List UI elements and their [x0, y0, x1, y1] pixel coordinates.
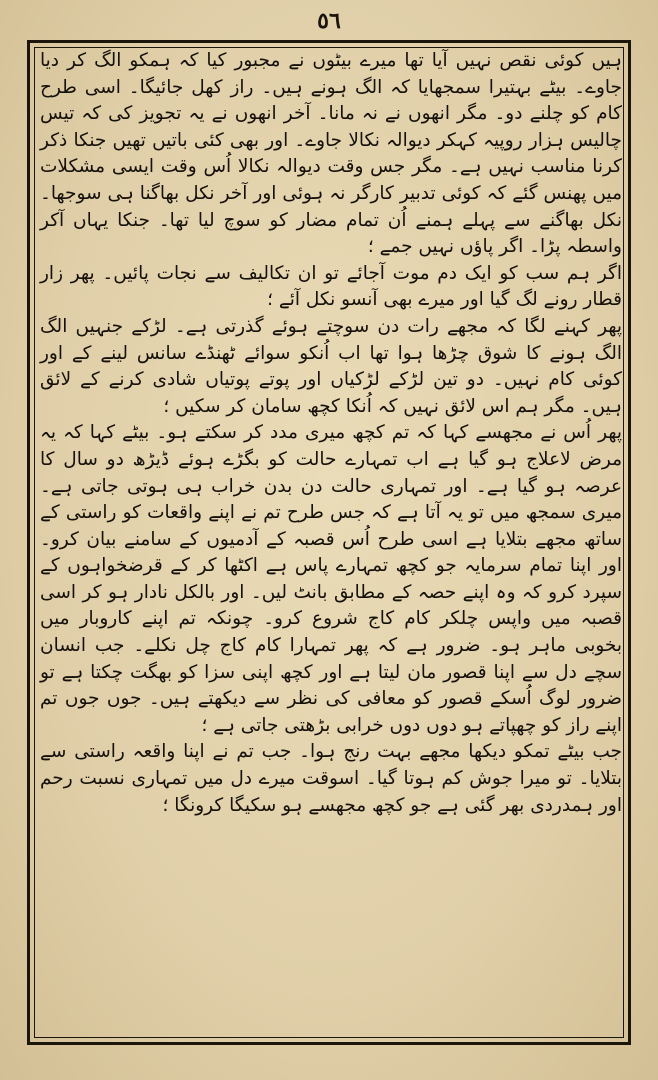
urdu-body-text	[40, 48, 622, 819]
paragraph-1: ہیں کوئی نقص نہیں آیا تھا میرے بیٹوں نے مجبور کیا کہ ہمکو الگ کر دیا جاوے۔ بیٹے بہتیرا سمجھایا کہ الگ ہونے ہیں۔ راز کھل جائیگا۔ اسی طرح کام کو چلنے دو۔ مگر انھوں نے نہ مانا۔ آخر انھوں نے یہ تجویز کی کہ تیس چالیس ہزار روپیہ کہکر دیوالہ نکالا جاوے۔ اور بھی کئی باتیں تھیں جنکا ذکر کرنا مناسب نہیں ہے۔ مگر جس وقت دیوالہ نکالا اُس وقت ایسی مشکلات میں پھنس گئے کہ کوئی تدبیر کارگر نہ ہوئی اور آخر نکل بھاگنا ہی سوجھا۔ نکل بھاگنے سے پہلے ہمنے اُن تمام مضار کو سوچ لیا تھا۔ جنکا یہاں آکر واسطہ پڑا۔ اگر پاؤں نہیں جمے ؛	[40, 50, 622, 258]
page-number: ٥٦	[317, 8, 341, 34]
paragraph-3: پھر کہنے لگا کہ مجھے رات دن سوچتے ہوئے گذرتی ہے۔ لڑکے جنہیں الگ الگ ہونے کا شوق چڑھا ہوا تھا اب اُنکو سوائے ٹھنڈے سانس لینے کے اور کوئی کام نہیں۔ دو تین لڑکے لڑکیاں اور پوتے پوتیاں شادی کرنے کے لائق ہیں۔ مگر ہم اس لائق نہیں کہ اُنکا کچھ سامان کر سکیں ؛	[40, 315, 622, 417]
paragraph-5: جب بیٹے تمکو دیکھا مجھے بہت رنج ہوا۔ جب تم نے اپنا واقعہ راستی سے بتلایا۔ تو میرا جوش کم ہوتا گیا۔ اسوقت میرے دل میں تمہاری نسبت رحم اور ہمدردی بھر گئی ہے جو کچھ مجھسے ہو سکیگا کرونگا ؛	[40, 741, 622, 816]
paragraph-4: پھر اُس نے مجھسے کہا کہ تم کچھ میری مدد کر سکتے ہو۔ بیٹے کہا کہ یہ مرض لاعلاج ہو گیا ہے اب تمہارے حالت کو بگڑے ہوئے ڈیڑھ دو سال کا عرصہ ہو گیا ہے۔ اور تمہاری حالت دن بدن خراب ہی ہوتی جاتی ہے۔ میری سمجھ میں تو یہ آتا ہے کہ جس طرح تم نے اپنے واقعات کو راستی کے ساتھ مجھے بتلایا ہے اسی طرح اُس قصبہ کے آدمیوں کے سامنے بیان کرو۔ اور اپنا تمام سرمایہ جو کچھ تمہارے پاس ہے اکٹھا کر کے قرضخواہوں کے سپرد کرو کہ وہ اپنے حصہ کے مطابق بانٹ لیں۔ اور بالکل نادار ہو کر اسی قصبہ میں واپس چلکر کام کاج شروع کرو۔ چونکہ تم اپنے کاروبار میں بخوبی ماہر ہو۔ ضرور ہے کہ پھر تمہارا کام کاج چل نکلے۔ جب انسان سچے دل سے اپنا قصور مان لیتا ہے اور کچھ اپنی سزا کو بھگت چکتا ہے تو ضرور لوگ اُسکے قصور کو معافی کی نظر سے دیکھتے ہیں۔ جوں جوں تم اپنے راز کو چھپاتے ہو دوں دوں خرابی بڑھتی جاتی ہے ؛	[40, 422, 622, 736]
paragraph-2: اگر ہم سب کو ایک دم موت آجائے تو ان تکالیف سے نجات پائیں۔ پھر زار قطار رونے لگ گیا اور میرے بھی آنسو نکل آئے ؛	[40, 262, 622, 311]
